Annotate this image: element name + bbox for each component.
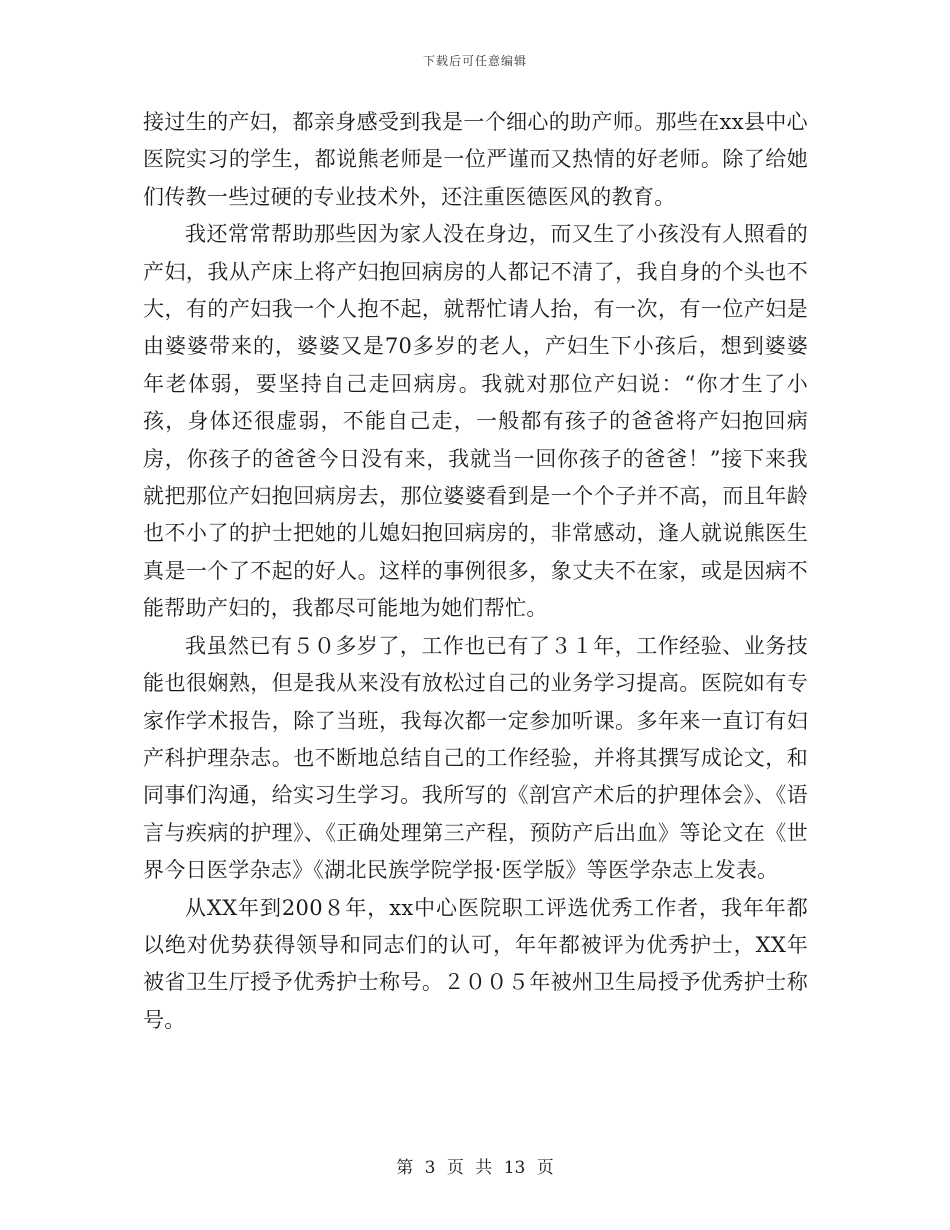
paragraph-3: 我虽然已有５０多岁了，工作也已有了３１年，工作经验、业务技能也很娴熟，但是我从来没有放松过自己的业务学习提高。医院如有专家作学术报告，除了当班，我每次都一定参加听课。多年来一直订有妇产科护理杂志。也不断地总结自己的工作经验，并将其撰写成论文，和同事们沟通，给实习生学习。我所写的《剖宫产术后的护理体会》、《语言与疾病的护理》、《正确处理第三产程，预防产后出血》等论文在《世界今日医学杂志》《湖北民族学院学报·医学版》等医学杂志上发表。 [143, 633, 808, 883]
document-body [143, 104, 808, 1039]
page-header: 下载后可任意编辑 [422, 54, 527, 68]
page-number: 第 3 页 共 13 页 [396, 1158, 554, 1178]
paragraph-2: 我还常常帮助那些因为家人没在身边，而又生了小孩没有人照看的产妇，我从产床上将产妇抱回病房的人都记不清了，我自身的个头也不大，有的产妇我一个人抱不起，就帮忙请人抬，有一次，有一位产妇是由婆婆带来的，婆婆又是70多岁的老人，产妇生下小孩后，想到婆婆年老体弱，要坚持自己走回病房。我就对那位产妇说：“你才生了小孩，身体还很虚弱，不能自己走，一般都有孩子的爸爸将产妇抱回病房，你孩子的爸爸今日没有来，我就当一回你孩子的爸爸！”接下来我就把那位产妇抱回病房去，那位婆婆看到是一个个子并不高，而且年龄也不小了的护士把她的儿媳妇抱回病房的，非常感动，逢人就说熊医生真是一个了不起的好人。这样的事例很多，象丈夫不在家，或是因病不能帮助产妇的，我都尽可能地为她们帮忙。 [143, 222, 808, 621]
paragraph-4: 从XX年到200８年，xx中心医院职工评选优秀工作者，我年年都以绝对优势获得领导和同志们的认可，年年都被评为优秀护士，XX年被省卫生厅授予优秀护士称号。２００５年被州卫生局授予优秀护士称号。 [143, 895, 808, 1032]
paragraph-1: 接过生的产妇，都亲身感受到我是一个细心的助产师。那些在xx县中心医院实习的学生，都说熊老师是一位严谨而又热情的好老师。除了给她们传教一些过硬的专业技术外，还注重医德医风的教育。 [143, 110, 808, 209]
